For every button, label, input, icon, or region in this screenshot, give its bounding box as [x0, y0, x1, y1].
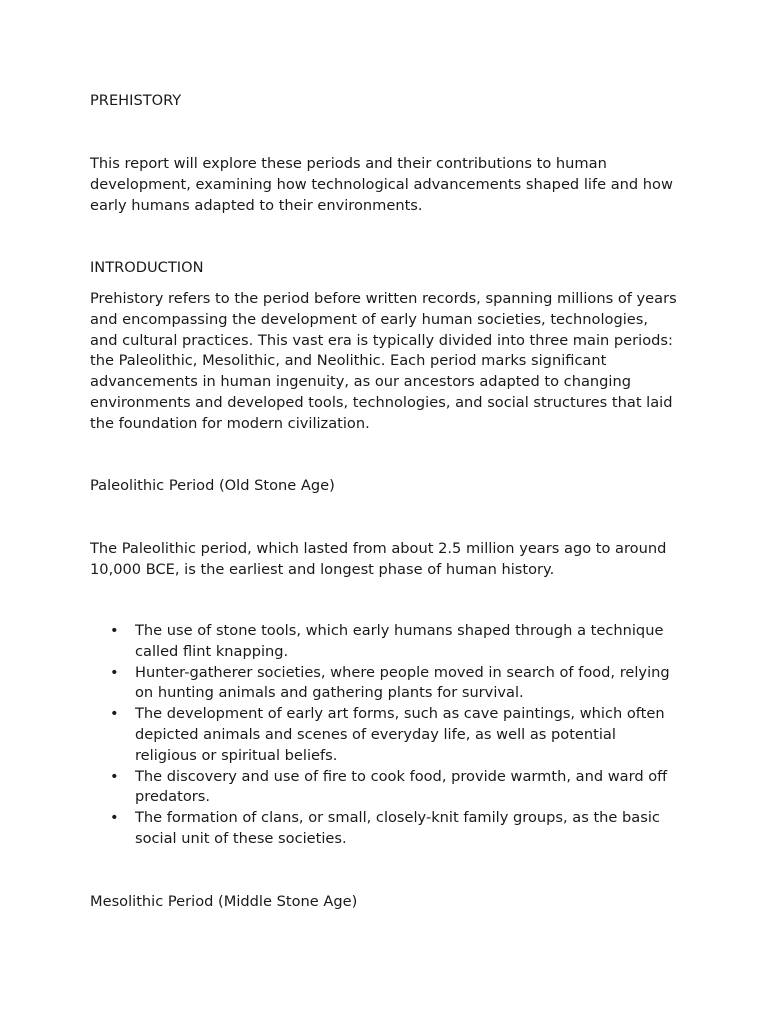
introduction-heading: INTRODUCTION — [90, 259, 204, 276]
list-item — [90, 704, 680, 766]
list-item — [90, 767, 680, 809]
bullet-icon: • — [110, 809, 119, 827]
introduction-paragraph: Prehistory refers to the period before written records, spanning millions of years and encompassing the development of early human societies, technologies, and cultural practices. This vast era is typically divided into three main periods: the Paleolithic, Mesolithic, and Neolithic. Each period marks significant advancements in human ingenuity, as our ancestors adapted to changing environments and developed tools, technologies, and social structures that laid the foundation for modern civilization. — [90, 290, 677, 432]
list-item — [90, 808, 680, 850]
bullet-icon: • — [110, 767, 119, 785]
mesolithic-heading: Mesolithic Period (Middle Stone Age) — [90, 893, 358, 910]
bullet-icon: • — [110, 622, 119, 639]
document-page — [90, 0, 690, 1024]
list-item — [90, 663, 680, 705]
document-title: PREHISTORY — [90, 92, 182, 109]
intro-paragraph: This report will explore these periods and their contributions to human development, examining how technological advancements shaped life and how early humans adapted to their environments. — [90, 155, 673, 214]
paleolithic-paragraph: The Paleolithic period, which lasted from about 2.5 million years ago to around 10,000 BCE, is the earliest and longest phase of human history. — [90, 540, 667, 578]
list-item — [90, 621, 680, 663]
list-item-text: The formation of clans, or small, closely-knit family groups, as the basic social unit of these societies. — [135, 809, 660, 847]
list-item-text: The discovery and use of fire to cook food, provide warmth, and ward off predators. — [135, 767, 668, 806]
bullet-icon: • — [110, 705, 119, 723]
list-item-text: The use of stone tools, which early humans shaped through a technique called flint knapping. — [135, 622, 664, 660]
list-item-text: The development of early art forms, such as cave paintings, which often depicted animals and scenes of everyday life, as well as potential religious or spiritual beliefs. — [135, 705, 665, 764]
list-item-text: Hunter-gatherer societies, where people moved in search of food, relying on hunting animals and gathering plants for survival. — [135, 663, 670, 702]
paleolithic-bullet-list — [90, 621, 690, 850]
bullet-icon: • — [110, 663, 119, 681]
paleolithic-heading: Paleolithic Period (Old Stone Age) — [90, 477, 335, 494]
